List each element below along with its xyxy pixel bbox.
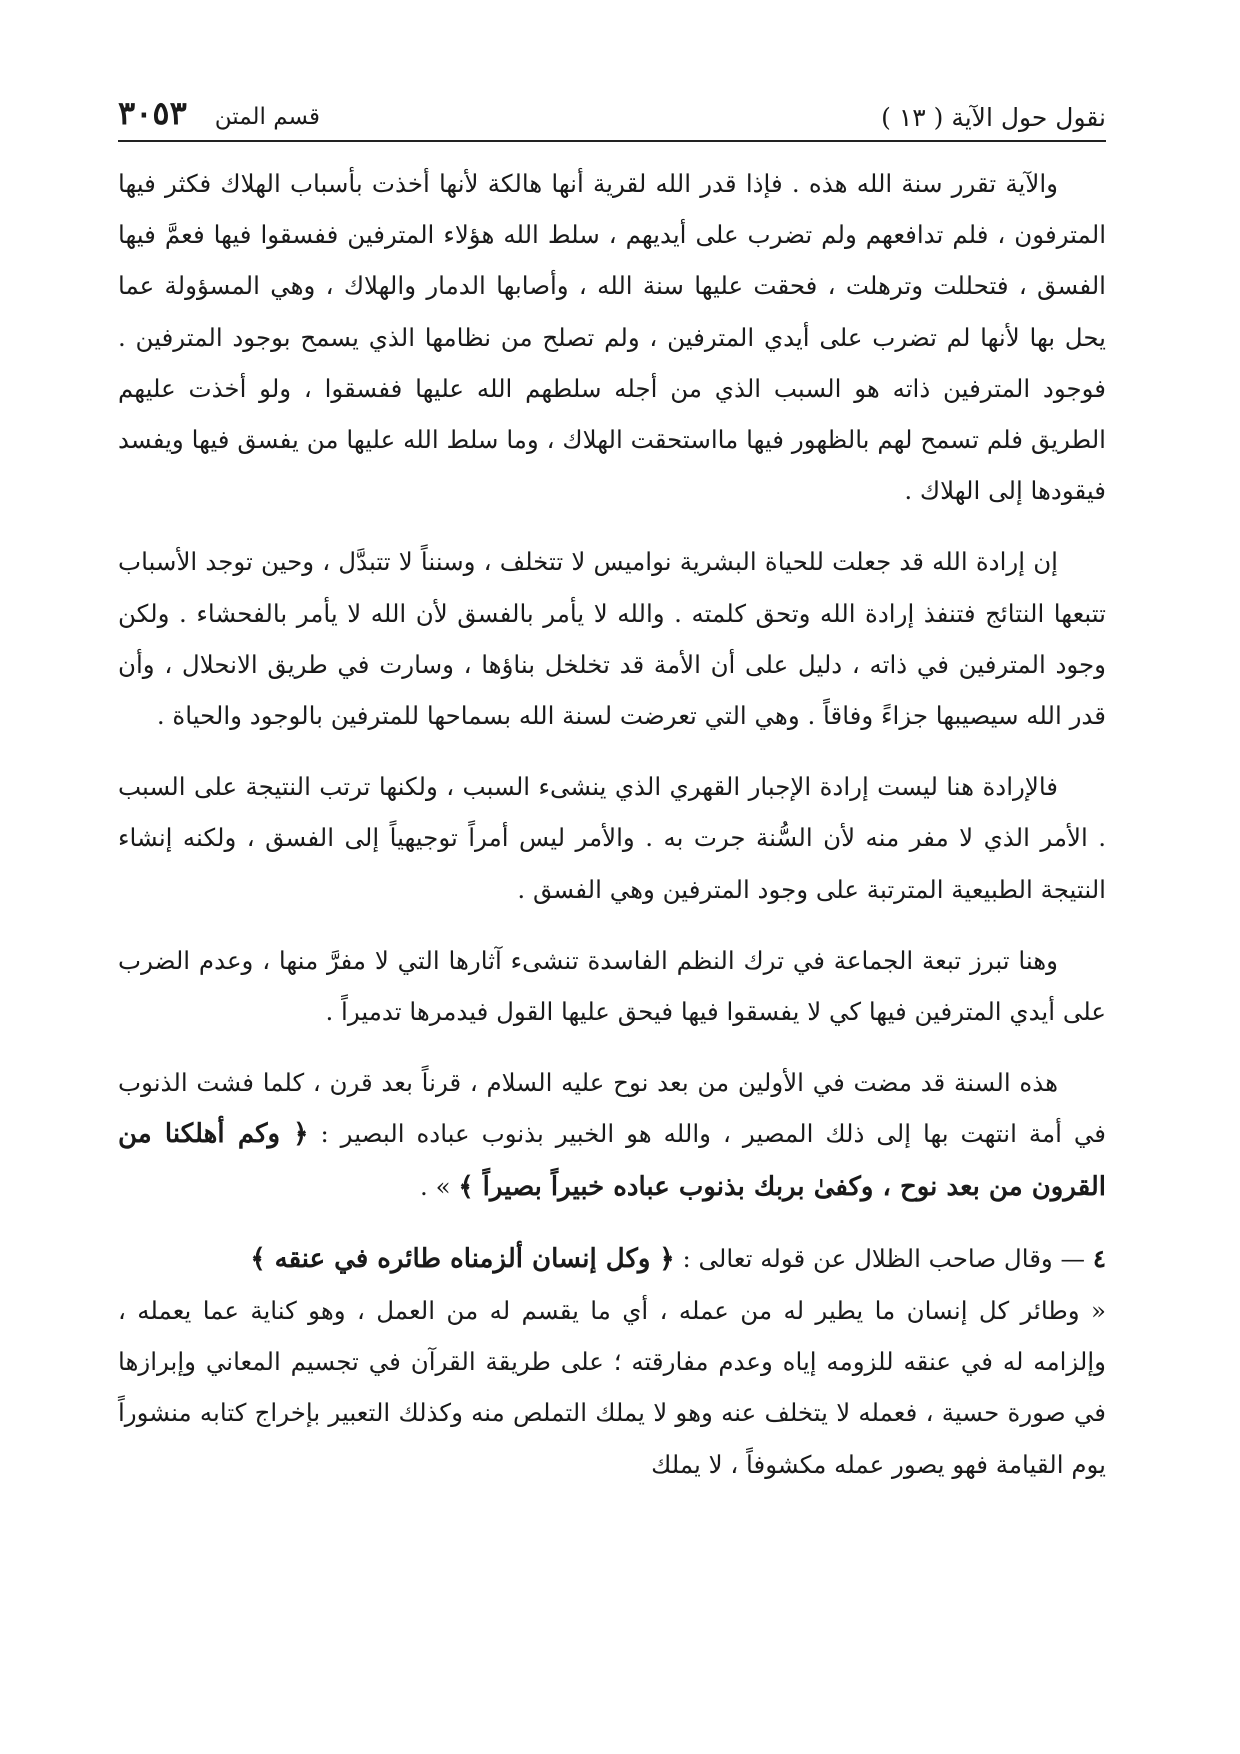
paragraph-6 <box>118 1233 1106 1490</box>
page-body <box>118 158 1106 1694</box>
item-number: ٤ <box>1092 1243 1106 1273</box>
quran-verse-2: ﴿ وكل إنسان ألزمناه طائره في عنقه ﴾ <box>250 1243 675 1274</box>
item-dash: — <box>1052 1243 1093 1273</box>
paragraph-3: فالإرادة هنا ليست إرادة الإجبار القهري الذي ينشىء السبب ، ولكنها ترتب النتيجة على السبب . الأمر الذي لا مفر منه لأن السُّنة جرت به . والأمر ليس أمراً توجيهياً إلى الفسق ، ولكنه إنشاء النتيجة الطبيعية المترتبة على وجود المترفين وهي الفسق . <box>118 772 1106 904</box>
paragraph-6-text: « وطائر كل إنسان ما يطير له من عمله ، أي ما يقسم له من العمل ، وهو كناية عما يعمله ، وإلزامه له في عنقه للزومه إياه وعدم مفارقته ؛ على طريقة القرآن في تجسيم المعاني وإبرازها في صورة حسية ، فعمله لا يتخلف عنه وهو لا يملك التملص منه وكذلك التعبير بإخراج كتابه منشوراً يوم القيامة فهو يصور عمله مكشوفاً ، لا يملك <box>118 1296 1106 1479</box>
page-number: ٣٠٥٣ <box>118 94 187 132</box>
page-header <box>118 84 1106 132</box>
paragraph-6-intro: وقال صاحب الظلال عن قوله تعالى : <box>674 1243 1053 1273</box>
paragraph-4: وهنا تبرز تبعة الجماعة في ترك النظم الفاسدة تنشىء آثارها التي لا مفرَّ منها ، وعدم الضرب على أيدي المترفين فيها كي لا يفسقوا فيها فيحق عليها القول فيدمرها تدميراً . <box>118 945 1106 1027</box>
paragraph-5 <box>118 1057 1106 1213</box>
header-divider <box>118 140 1106 142</box>
quran-verse-1: ﴿ وكم أهلكنا من القرون من بعد نوح ، وكفىٰ بربك بذنوب عباده خبيراً بصيراً ﴾ <box>118 1119 1106 1202</box>
running-title: نقول حول الآية ( ١٣ ) <box>881 103 1106 132</box>
paragraph-5-text: هذه السنة قد مضت في الأولين من بعد نوح عليه السلام ، قرناً بعد قرن ، كلما فشت الذنوب في أمة انتهت بها إلى ذلك المصير ، والله هو الخبير بذنوب عباده البصير : <box>118 1068 1106 1149</box>
paragraph-2: إن إرادة الله قد جعلت للحياة البشرية نواميس لا تتخلف ، وسنناً لا تتبدَّل ، وحين توجد الأسباب تتبعها النتائج فتنفذ إرادة الله وتحق كلمته . والله لا يأمر بالفسق لأن الله لا يأمر بالفحشاء . ولكن وجود المترفين في ذاته ، دليل على أن الأمة قد تخلخل بناؤها ، وسارت في طريق الانحلال ، وأن قدر الله سيصيبها جزاءً وفاقاً . وهي التي تعرضت لسنة الله بسماحها للمترفين بالوجود والحياة . <box>118 547 1106 731</box>
paragraph-5-close: » . <box>420 1171 459 1201</box>
header-page-info <box>118 94 320 132</box>
section-label: قسم المتن <box>214 104 321 130</box>
paragraph-1: والآية تقرر سنة الله هذه . فإذا قدر الله لقرية أنها هالكة لأنها أخذت بأسباب الهلاك فكثر فيها المترفون ، فلم تدافعهم ولم تضرب على أيديهم ، سلط الله هؤلاء المترفين ففسقوا فيها فعمَّ فيها الفسق ، فتحللت وترهلت ، فحقت عليها سنة الله ، وأصابها الدمار والهلاك ، وهي المسؤولة عما يحل بها لأنها لم تضرب على أيدي المترفين ، ولم تصلح من نظامها الذي يسمح بوجود المترفين . فوجود المترفين ذاته هو السبب الذي من أجله سلطهم الله عليها ففسقوا ، ولو أخذت عليهم الطريق فلم تسمح لهم بالظهور فيها مااستحقت الهلاك ، وما سلط الله عليها من يفسق فيها ويفسد فيقودها إلى الهلاك . <box>118 169 1106 506</box>
